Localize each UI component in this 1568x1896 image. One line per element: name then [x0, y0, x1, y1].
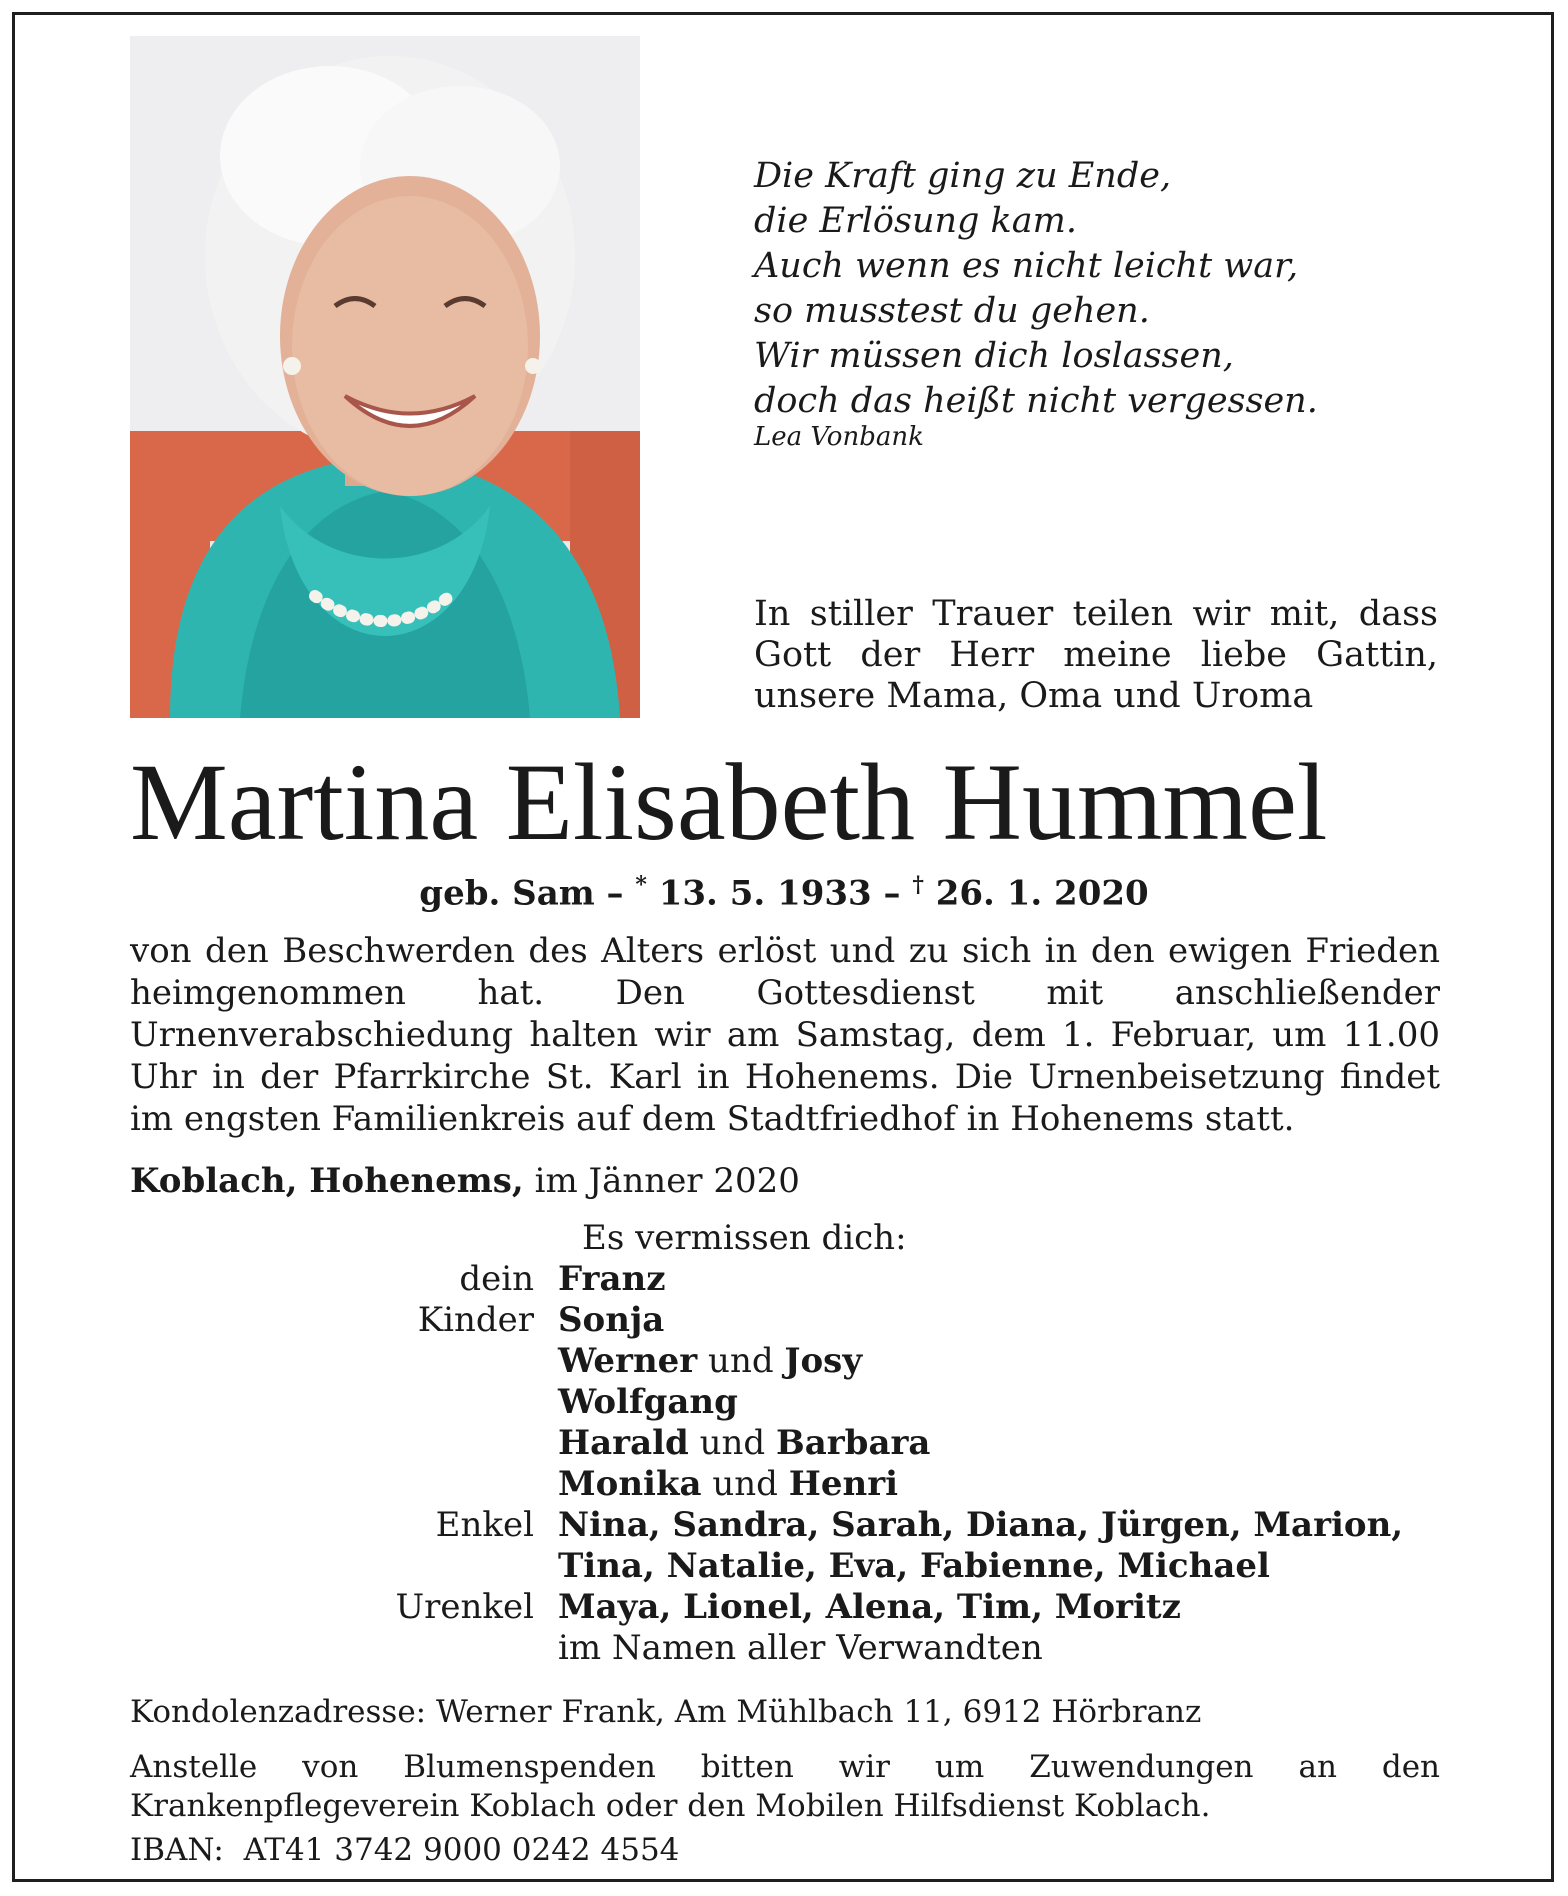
mourner-name: Werner — [558, 1341, 698, 1381]
maiden-name: geb. Sam – — [419, 873, 636, 914]
deceased-name: Martina Elisabeth Hummel — [130, 741, 1328, 863]
mourners-names — [558, 1423, 930, 1464]
place-names: Koblach, Hohenems, — [130, 1161, 524, 1201]
mourners-relation: Urenkel — [395, 1587, 534, 1627]
mourners-row — [130, 1341, 1460, 1382]
portrait-photo — [130, 36, 640, 718]
mourners-row — [130, 1628, 1460, 1669]
mourners-relation: Enkel — [435, 1505, 534, 1545]
mourners-names — [558, 1505, 1403, 1546]
poem-line: die Erlösung kam. — [754, 201, 1077, 241]
mourners-names — [558, 1464, 898, 1505]
mourner-name: und — [701, 1464, 789, 1504]
mourners-relation: dein — [459, 1259, 534, 1299]
donation-note: Anstelle von Blumenspenden bitten wir um Zuwendungen an den Krankenpflegeverein Koblach oder den Mobilen Hilfsdienst Koblach. — [130, 1749, 1440, 1824]
mourners-names — [558, 1628, 1043, 1669]
mourners-relation — [130, 1423, 558, 1464]
mourner-name: Barbara — [775, 1423, 931, 1463]
poem-line: doch das heißt nicht vergessen. — [754, 381, 1318, 421]
mourner-name: Franz — [558, 1259, 666, 1299]
mourners-relation — [130, 1546, 558, 1587]
place-date-line — [130, 1159, 800, 1203]
condolence-address: Kondolenzadresse: Werner Frank, Am Mühlbach 11, 6912 Hörbranz — [130, 1694, 1202, 1730]
poem — [754, 154, 1474, 424]
mourners-relation: Kinder — [417, 1300, 534, 1340]
poem-line: so musstest du gehen. — [754, 291, 1150, 331]
mourner-name: Josy — [784, 1341, 863, 1381]
mourners-names — [558, 1259, 666, 1300]
mourners-row — [130, 1382, 1460, 1423]
mourners-names — [558, 1341, 862, 1382]
poem-line: Auch wenn es nicht leicht war, — [754, 246, 1299, 286]
poem-line: Die Kraft ging zu Ende, — [754, 156, 1172, 196]
death-cross-icon: † — [912, 872, 924, 898]
mourners-names — [558, 1587, 1181, 1628]
mourner-name: und — [688, 1423, 776, 1463]
mourner-name: Wolfgang — [558, 1382, 738, 1422]
mourners-row — [130, 1300, 1460, 1341]
mourner-name: Nina, Sandra, Sarah, Diana, Jürgen, Marion, — [558, 1505, 1404, 1545]
birth-star-icon: * — [635, 872, 647, 898]
mourners-row — [130, 1587, 1460, 1628]
mourners-names — [558, 1382, 738, 1423]
mourner-name: Tina, Natalie, Eva, Fabienne, Michael — [558, 1546, 1270, 1586]
death-date: 26. 1. 2020 — [923, 873, 1149, 914]
birth-date: 13. 5. 1933 – — [646, 873, 913, 914]
mourners-list — [130, 1259, 1460, 1669]
mourners-row — [130, 1546, 1460, 1587]
birth-death-line — [0, 863, 1568, 915]
mourners-relation — [130, 1341, 558, 1382]
mourners-row — [130, 1423, 1460, 1464]
mourner-name: Harald — [558, 1423, 689, 1463]
place-date: im Jänner 2020 — [523, 1161, 800, 1201]
mourners-names — [558, 1300, 664, 1341]
mourner-name: Sonja — [558, 1300, 665, 1340]
announcement-text: In stiller Trauer teilen wir mit, dass Gott der Herr meine liebe Gattin, unsere Mama, Oma und Uroma — [754, 594, 1438, 716]
mourners-heading: Es vermissen dich: — [582, 1218, 907, 1258]
mourners-names — [558, 1546, 1270, 1587]
mourners-relation — [130, 1628, 558, 1669]
poem-author: Lea Vonbank — [754, 422, 924, 452]
mourner-name: Henri — [788, 1464, 899, 1504]
portrait-photo-icon — [130, 36, 640, 718]
iban-line: IBAN: AT41 3742 9000 0242 4554 — [130, 1832, 680, 1868]
mourners-row — [130, 1505, 1460, 1546]
mourner-name: Maya, Lionel, Alena, Tim, Moritz — [558, 1587, 1181, 1627]
body-text: von den Beschwerden des Alters erlöst und zu sich in den ewigen Frieden heimgenommen hat. Den Gottesdienst mit anschließender Urnenverabschiedung halten wir am Samstag, dem 1. Februar, um 11.00 Uhr in der Pfarrkirche St. Karl in Hohenems. Die Urnenbeisetzung findet im engsten Familienkreis auf dem Stadtfriedhof in Hohenems statt. — [130, 931, 1440, 1139]
mourner-name: Monika — [558, 1464, 702, 1504]
mourner-name: und — [697, 1341, 785, 1381]
mourners-row — [130, 1259, 1460, 1300]
mourners-row — [130, 1464, 1460, 1505]
mourners-relation — [130, 1464, 558, 1505]
mourner-name: im Namen aller Verwandten — [558, 1628, 1043, 1668]
mourners-relation — [130, 1382, 558, 1423]
poem-line: Wir müssen dich loslassen, — [754, 336, 1234, 376]
